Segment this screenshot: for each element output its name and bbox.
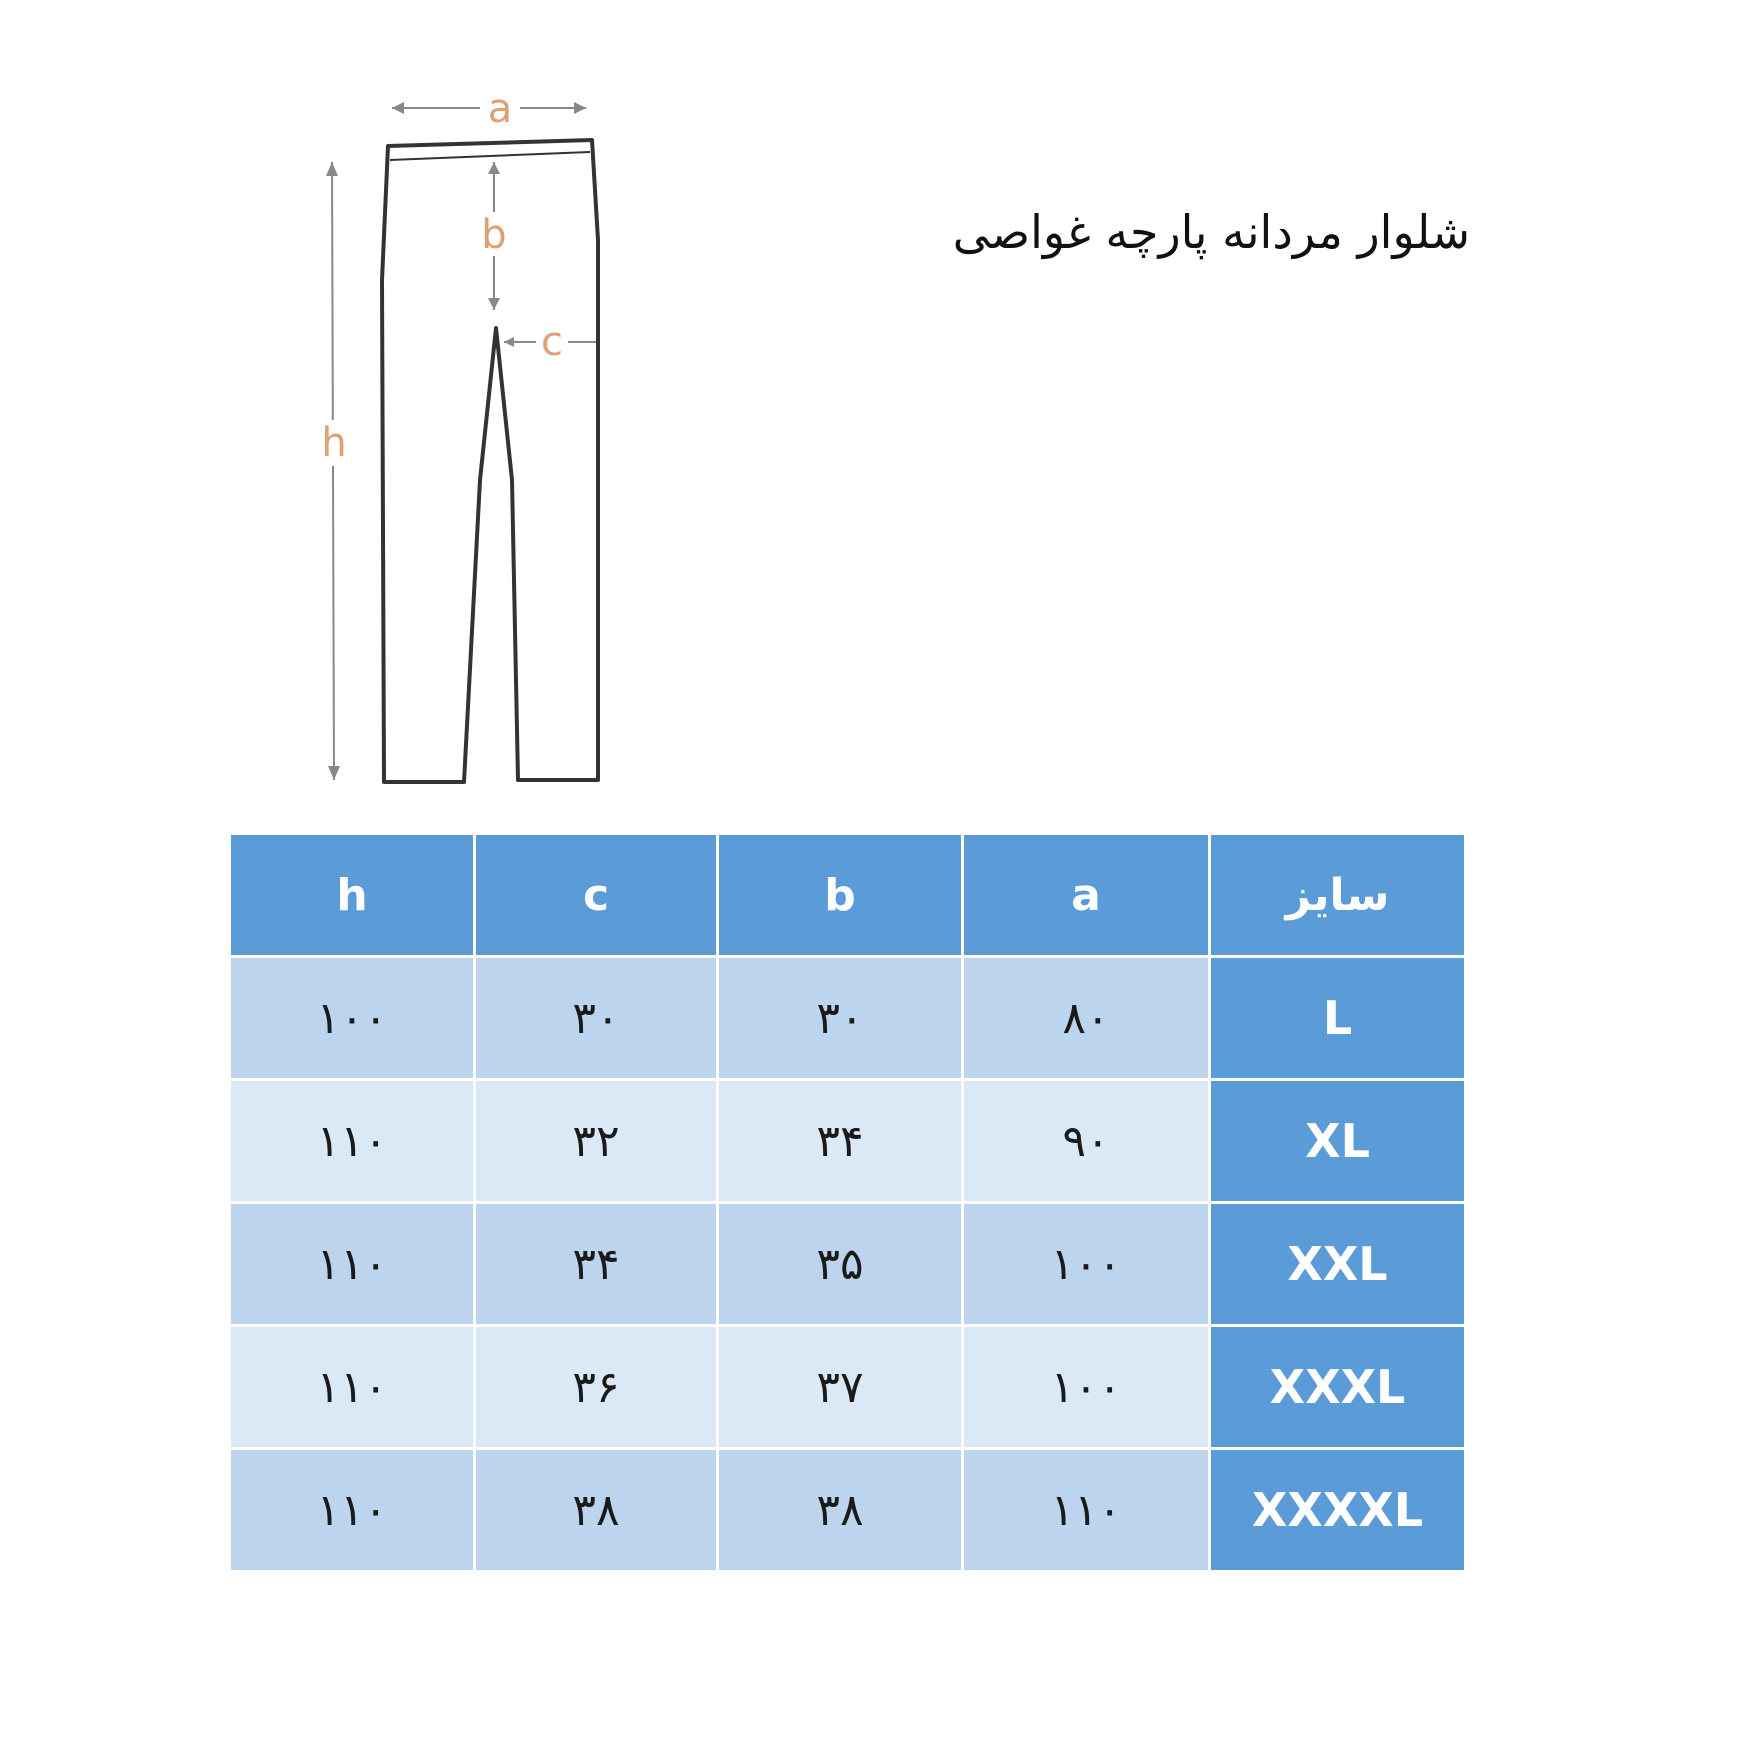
table-row	[230, 957, 1466, 1080]
cell-a: ۱۰۰	[963, 1203, 1210, 1326]
table-row	[230, 1449, 1466, 1572]
cell-b: ۳۰	[718, 957, 963, 1080]
rise-dimension	[480, 162, 508, 310]
cell-h: ۱۱۰	[230, 1203, 475, 1326]
header-b: b	[718, 834, 963, 957]
thigh-dimension	[504, 319, 596, 365]
table-row	[230, 1326, 1466, 1449]
cell-size: XXL	[1210, 1203, 1466, 1326]
length-dimension	[320, 162, 348, 780]
cell-a: ۸۰	[963, 957, 1210, 1080]
cell-c: ۳۴	[475, 1203, 718, 1326]
label-c: c	[541, 319, 563, 365]
pants-diagram	[300, 80, 620, 800]
cell-h: ۱۱۰	[230, 1080, 475, 1203]
cell-size: XL	[1210, 1080, 1466, 1203]
header-a: a	[963, 834, 1210, 957]
header-h: h	[230, 834, 475, 957]
cell-size: XXXL	[1210, 1326, 1466, 1449]
cell-c: ۳۸	[475, 1449, 718, 1572]
cell-size: XXXXL	[1210, 1449, 1466, 1572]
cell-a: ۹۰	[963, 1080, 1210, 1203]
cell-a: ۱۱۰	[963, 1449, 1210, 1572]
cell-h: ۱۰۰	[230, 957, 475, 1080]
cell-c: ۳۶	[475, 1326, 718, 1449]
cell-b: ۳۵	[718, 1203, 963, 1326]
table-row	[230, 1203, 1466, 1326]
label-a: a	[487, 86, 513, 132]
cell-c: ۳۰	[475, 957, 718, 1080]
cell-h: ۱۱۰	[230, 1449, 475, 1572]
cell-c: ۳۲	[475, 1080, 718, 1203]
header-size: سایز	[1210, 834, 1466, 957]
label-h: h	[321, 420, 347, 466]
waist-dimension	[392, 86, 586, 132]
cell-b: ۳۸	[718, 1449, 963, 1572]
header-c: c	[475, 834, 718, 957]
cell-size: L	[1210, 957, 1466, 1080]
table-row	[230, 1080, 1466, 1203]
cell-b: ۳۷	[718, 1326, 963, 1449]
cell-b: ۳۴	[718, 1080, 963, 1203]
pants-outline-svg	[300, 80, 620, 800]
label-b: b	[481, 212, 507, 258]
size-chart-table	[228, 832, 1467, 1573]
table-header-row	[230, 834, 1466, 957]
product-title: شلوار مردانه پارچه غواصی	[952, 205, 1470, 259]
cell-h: ۱۱۰	[230, 1326, 475, 1449]
cell-a: ۱۰۰	[963, 1326, 1210, 1449]
